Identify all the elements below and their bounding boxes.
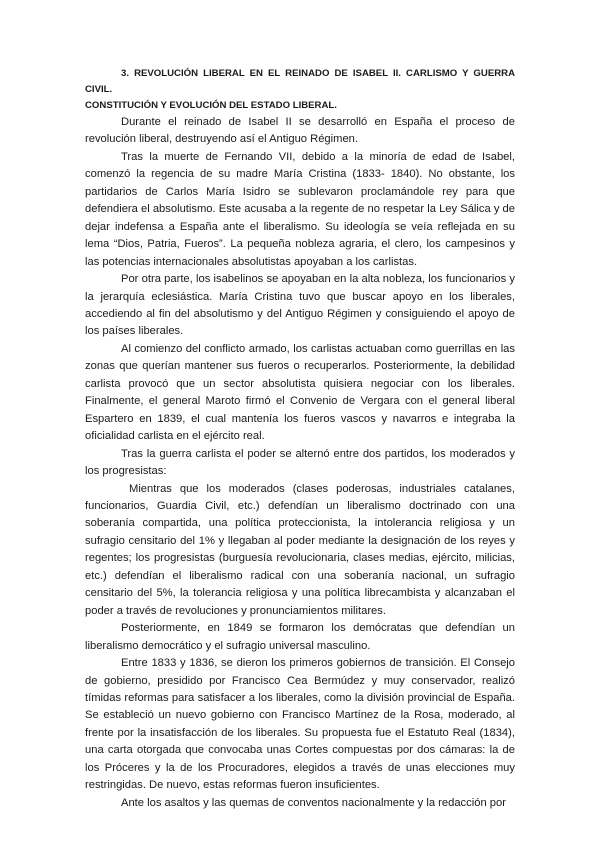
- section-heading-line-2: CONSTITUCIÓN Y EVOLUCIÓN DEL ESTADO LIBERAL.: [85, 100, 337, 111]
- paragraph-democrats: Posteriormente, en 1849 se formaron los demócratas que defendían un liberalismo democrático y el sufragio universal masculino.: [85, 622, 515, 652]
- section-heading: [85, 66, 515, 114]
- paragraph-intro: Durante el reinado de Isabel II se desarrolló en España el proceso de revolución liberal, destruyendo así el Antiguo Régimen.: [85, 116, 515, 146]
- paragraph-continuation: Ante los asaltos y las quemas de conventos nacionalmente y la redacción por: [121, 796, 506, 809]
- document-page: [85, 66, 515, 812]
- section-heading-line-1: 3. REVOLUCIÓN LIBERAL EN EL REINADO DE ISABEL II. CARLISMO Y GUERRA CIVIL.: [85, 68, 515, 95]
- paragraph-moderates-progressives: Mientras que los moderados (clases poderosas, industriales catalanes, funcionarios, Guardia Civil, etc.) defendían un liberalismo doctrinado con una soberanía compartida, una política proteccionista, la intolerancia religiosa y un sufragio censitario del 1% y llegaban al poder mediante la designación de los reyes y regentes; los progresistas (burguesía revolucionaria, clases medias, ejército, milicias, etc.) defendían el liberalismo radical con una soberanía nacional, un sufragio censitario del 5%, la tolerancia religiosa y una política librecambista y alcanzaban el poder a través de revoluciones y pronunciamientos militares.: [85, 482, 515, 617]
- paragraph-parties: Tras la guerra carlista el poder se alternó entre dos partidos, los moderados y los progresistas:: [85, 447, 515, 478]
- paragraph-armed-conflict: Al comienzo del conflicto armado, los carlistas actuaban como guerrillas en las zonas que querían mantener sus fueros o recuperarlos. Posteriormente, la debilidad carlista provocó que un sector absolutista quisiera negociar con los liberales. Finalmente, el general Maroto firmó el Convenio de Vergara con el general liberal Espartero en 1839, el cual mantenía los fueros vascos y navarros e integraba la oficialidad carlista en el ejército real.: [85, 342, 515, 443]
- paragraph-isabelinos: Por otra parte, los isabelinos se apoyaban en la alta nobleza, los funcionarios y la jerarquía eclesiástica. María Cristina tuvo que buscar apoyo en los liberales, accediendo al fin del absolutismo y del Antiguo Régimen y consiguiendo el apoyo de los países liberales.: [85, 273, 515, 338]
- paragraph-transition-governments: Entre 1833 y 1836, se dieron los primeros gobiernos de transición. El Consejo de gobierno, presidido por Francisco Cea Bermúdez y muy conservador, realizó tímidas reformas para satisfacer a los liberales, como la división provincial de España. Se estableció un nuevo gobierno con Francisco Martínez de la Rosa, moderado, al frente por la insatisfacción de los liberales. Su propuesta fue el Estatuto Real (1834), una carta otorgada que convocaba unas Cortes compuestas por dos cámaras: la de los Próceres y la de los Procuradores, elegidos a través de unas elecciones muy restringidas. De nuevo, estas reformas fueron insuficientes.: [85, 657, 515, 792]
- paragraph-regency: Tras la muerte de Fernando VII, debido a la minoría de edad de Isabel, comenzó la regencia de su madre María Cristina (1833- 1840). No obstante, los partidarios de Carlos María Isidro se sublevaron proclamándole rey para que defendiera el absolutismo. Este acusaba a la regente de no respetar la Ley Sálica y de dejar indefensa a España ante el liberalismo. Su ideología se veía reflejada en su lema “Dios, Patria, Fueros”. La pequeña nobleza agraria, el clero, los campesinos y las potencias internacionales absolutistas apoyaban a los carlistas.: [85, 150, 515, 268]
